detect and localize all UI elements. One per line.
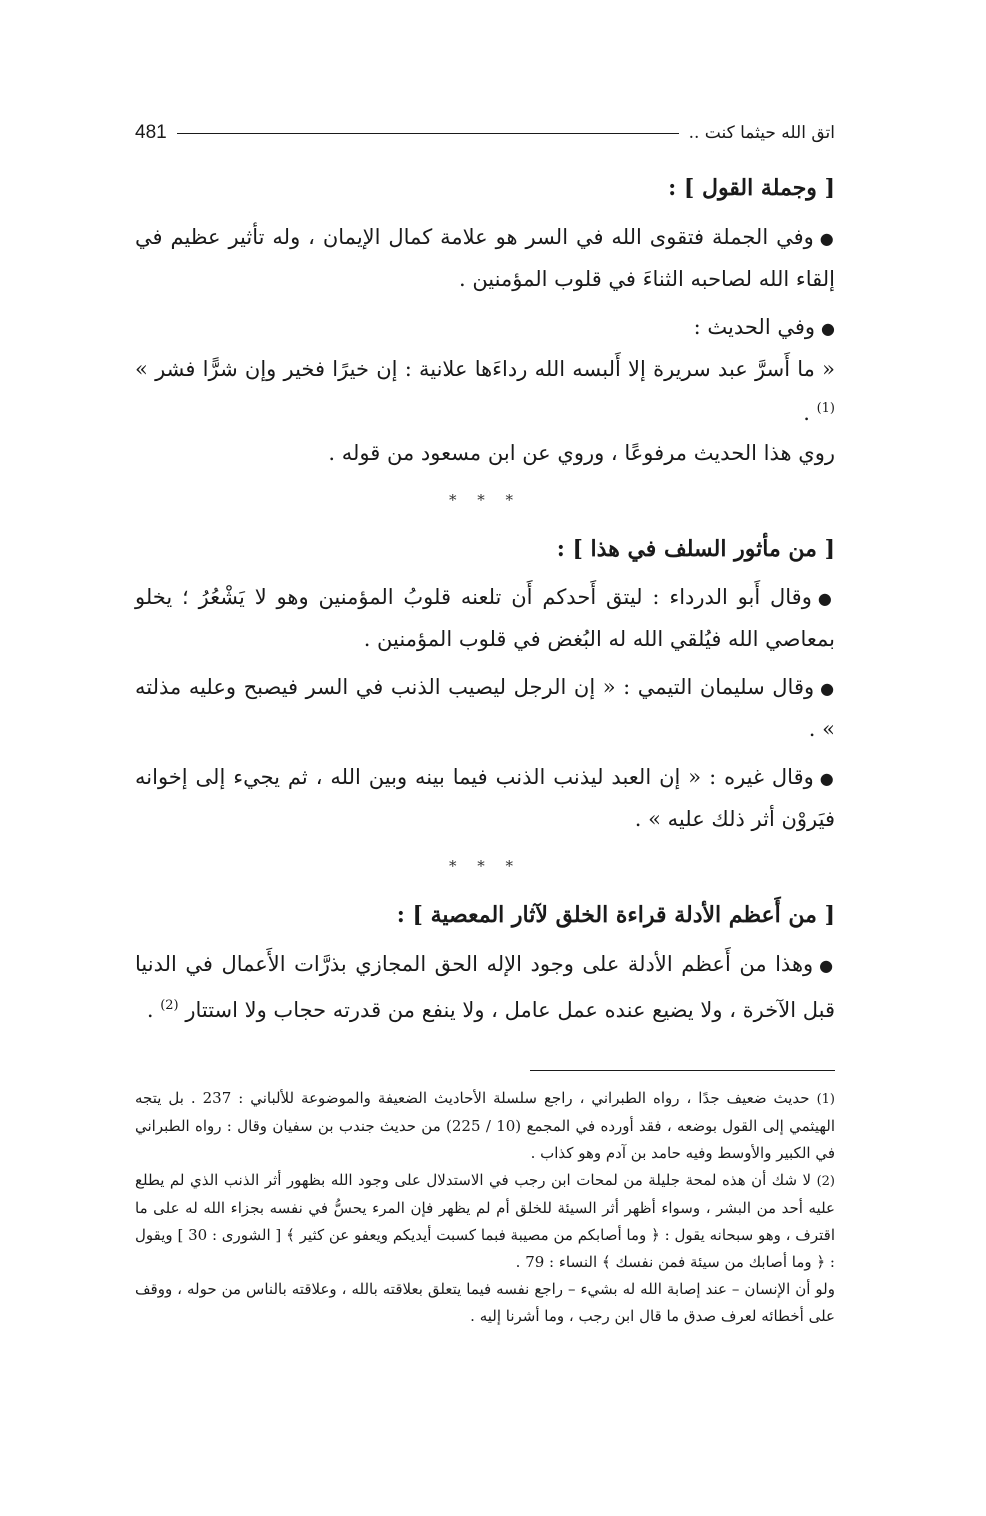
bullet-icon: ●	[819, 769, 835, 789]
paragraph-text: وقال أَبو الدرداء : ليتق أَحدكم أَن تلعنه قلوبُ المؤمنين وهو لا يَشْعُرُ ؛ يخلو بمعاصي الله فيُلقي الله له البُغض في قلوب المؤمنين .	[135, 585, 835, 652]
paragraph	[135, 757, 835, 839]
paragraph-text: وقال غيره : « إن العبد ليذنب الذنب فيما بينه وبين الله ، ثم يجيء إلى إخوانه فيَروْن أثر ذلك عليه » .	[135, 765, 835, 832]
running-title: اتق الله حيثما كنت ..	[688, 123, 835, 143]
section-heading: [ من أَعظم الأدلة قراءة الخلق لآثار المعصية ] :	[396, 902, 835, 929]
header-rule	[177, 133, 679, 134]
punctuation: .	[146, 997, 161, 1022]
paragraph	[135, 667, 835, 749]
bullet-icon: ●	[817, 589, 835, 609]
footnote	[135, 1167, 835, 1276]
paragraph	[135, 433, 835, 473]
footnote-number: (2)	[816, 1173, 835, 1189]
footnote	[135, 1276, 835, 1330]
paragraph	[135, 217, 835, 299]
footnote-ref[interactable]: (1)	[816, 400, 835, 416]
book-page	[135, 118, 835, 1330]
bullet-icon: ●	[820, 679, 835, 699]
punctuation: .	[803, 400, 817, 425]
bullet-icon: ●	[819, 228, 835, 248]
hadith-quote	[135, 349, 835, 433]
paragraph-text: روي هذا الحديث مرفوعًا ، وروي عن ابن مسعود من قوله .	[328, 440, 835, 465]
footnote-text: ولو أن الإنسان – عند إصابة الله له بشيء – راجع نفسه فيما يتعلق بعلاقته بالله ، وعلاقته بالناس من حوله ، ووقف على أخطائه لعرف صدق ما قال ابن رجب ، وما أشرنا إليه .	[135, 1279, 835, 1325]
footnote-text: حديث ضعيف جدًا ، رواه الطبراني ، راجع سلسلة الأحاديث الضعيفة والموضوعة للألباني : 237 . بل يتجه الهيثمي إلى القول بوضعه ، فقد أورده في المجمع (10 / 225) من حديث جندب بن سفيان وقال : رواه الطبراني في الكبير والأوسط وفيه حامد بن آدم وهو كذاب .	[135, 1088, 835, 1162]
paragraph-text: « ما أَسرَّ عبد سريرة إلا أَلبسه الله رداءَها علانية : إن خيرًا فخير وإن شرًّا فشر »	[135, 356, 835, 381]
footnote-number: (1)	[816, 1091, 835, 1107]
paragraph-text: وفي الحديث :	[693, 314, 816, 339]
paragraph-text: وقال سليمان التيمي : « إن الرجل ليصيب الذنب في السر فيصبح وعليه مذلته » .	[135, 675, 835, 742]
running-header	[135, 118, 835, 148]
bullet-icon: ●	[821, 318, 835, 338]
section-heading: [ من مأثور السلف في هذا ] :	[556, 535, 835, 562]
bullet-icon: ●	[819, 955, 835, 975]
footnote	[135, 1085, 835, 1167]
section-separator: * * *	[448, 857, 522, 876]
footnote-ref[interactable]: (2)	[160, 997, 179, 1013]
section-heading: [ وجملة القول ] :	[668, 175, 835, 201]
footnote-text: لا شك أن هذه لمحة جليلة من لمحات ابن رجب في الاستدلال على وجود الله بظهور أثر الذنب الذي لم يطلع عليه أحد من البشر ، وسواء أظهر أثر السيئة للخلق أم لم يظهر فإن المرء يحسُّ في نفسه بجزاء الله له على ما اقترف ، وهو سبحانه يقول : ﴿ وما أصابكم من مصيبة فبما كسبت أيديكم ويعفو عن كثير ﴾ [ الشورى : 30 ] ويقول : ﴿ وما أصابك من سيئة فمن نفسك ﴾ النساء : 79 .	[135, 1170, 835, 1271]
paragraph	[135, 577, 835, 659]
paragraph-text: وفي الجملة فتقوى الله في السر هو علامة كمال الإيمان ، وله تأثير عظيم في إلقاء الله لصاحبه الثناءَ في قلوب المؤمنين .	[135, 224, 835, 291]
section-separator: * * *	[448, 490, 522, 509]
paragraph	[135, 944, 835, 1030]
page-number: 481	[135, 122, 167, 143]
paragraph-text: وهذا من أَعظم الأدلة على وجود الإله الحق المجازي بذرَّات الأَعمال في الدنيا قبل الآخرة ، ولا يضيع عنده عمل عامل ، ولا ينفع من قدرته حجاب ولا استتار	[135, 951, 835, 1022]
paragraph	[135, 307, 835, 349]
footnote-rule	[530, 1070, 835, 1071]
